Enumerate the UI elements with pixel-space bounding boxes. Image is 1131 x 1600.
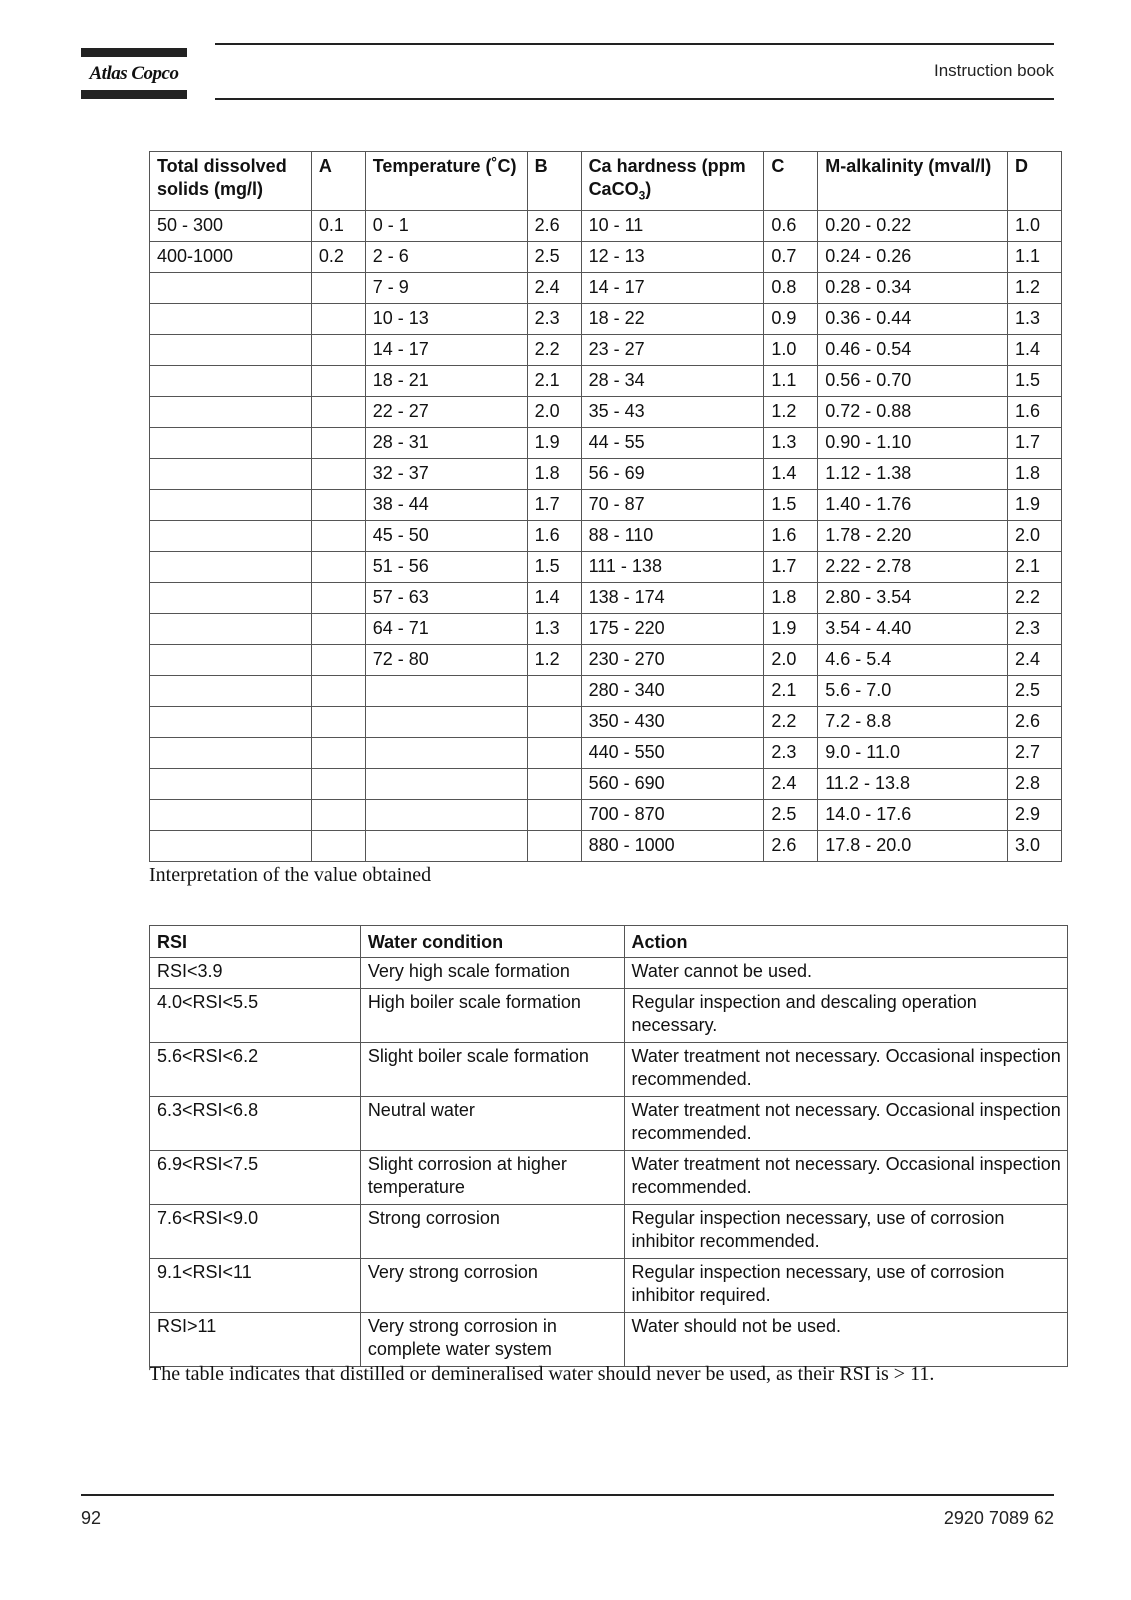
interpretation-heading: Interpretation of the value obtained bbox=[149, 864, 432, 886]
table-cell: 2.9 bbox=[1007, 800, 1061, 831]
header-m-alkalinity: M-alkalinity (mval/l) bbox=[818, 152, 1008, 211]
document-number: 2920 7089 62 bbox=[943, 1508, 1054, 1528]
header-water-condition: Water condition bbox=[360, 926, 624, 958]
table-cell bbox=[150, 521, 312, 552]
table-row bbox=[150, 583, 1062, 614]
table-cell: 560 - 690 bbox=[581, 769, 764, 800]
table-cell: 2.3 bbox=[527, 304, 581, 335]
table-cell: 2.0 bbox=[527, 397, 581, 428]
action-text: Water cannot be used. bbox=[624, 958, 1067, 989]
table-cell: 17.8 - 20.0 bbox=[818, 831, 1008, 862]
water-condition: Slight corrosion at higher temperature bbox=[360, 1151, 624, 1205]
table-cell bbox=[311, 831, 365, 862]
table-cell: 1.6 bbox=[1007, 397, 1061, 428]
table-cell: 35 - 43 bbox=[581, 397, 764, 428]
table-cell: 2.4 bbox=[764, 769, 818, 800]
table-cell: 45 - 50 bbox=[365, 521, 527, 552]
table-cell bbox=[150, 800, 312, 831]
table-row bbox=[150, 769, 1062, 800]
table-cell: 2.4 bbox=[527, 273, 581, 304]
table-cell bbox=[150, 366, 312, 397]
table-cell bbox=[365, 800, 527, 831]
table-cell: 1.8 bbox=[1007, 459, 1061, 490]
table-row bbox=[150, 738, 1062, 769]
table-cell bbox=[150, 552, 312, 583]
rsi-range: 6.3<RSI<6.8 bbox=[150, 1097, 361, 1151]
table-cell: 880 - 1000 bbox=[581, 831, 764, 862]
table-cell: 28 - 34 bbox=[581, 366, 764, 397]
table-cell bbox=[527, 676, 581, 707]
table-cell: 1.8 bbox=[527, 459, 581, 490]
table-cell: 12 - 13 bbox=[581, 242, 764, 273]
table-cell bbox=[311, 273, 365, 304]
table-cell: 1.3 bbox=[527, 614, 581, 645]
water-condition: Very strong corrosion in complete water system bbox=[360, 1313, 624, 1367]
table-cell bbox=[150, 304, 312, 335]
table-row bbox=[150, 645, 1062, 676]
table-cell bbox=[150, 273, 312, 304]
table-row bbox=[150, 335, 1062, 366]
action-text: Regular inspection and descaling operation necessary. bbox=[624, 989, 1067, 1043]
rsi-factor-table-body bbox=[150, 211, 1062, 862]
table-cell bbox=[365, 676, 527, 707]
table-cell: 138 - 174 bbox=[581, 583, 764, 614]
table-cell: 7.2 - 8.8 bbox=[818, 707, 1008, 738]
table-cell: 1.1 bbox=[1007, 242, 1061, 273]
rsi-factor-table bbox=[149, 151, 1062, 862]
table-row bbox=[150, 676, 1062, 707]
action-text: Water treatment not necessary. Occasional inspection recommended. bbox=[624, 1043, 1067, 1097]
table-cell: 1.0 bbox=[1007, 211, 1061, 242]
table-cell: 1.2 bbox=[1007, 273, 1061, 304]
table-cell: 32 - 37 bbox=[365, 459, 527, 490]
table-cell: 0.28 - 0.34 bbox=[818, 273, 1008, 304]
table-cell: 0 - 1 bbox=[365, 211, 527, 242]
table-cell: 1.2 bbox=[764, 397, 818, 428]
table-cell: 2.3 bbox=[764, 738, 818, 769]
table-row bbox=[150, 552, 1062, 583]
table-cell: 2.5 bbox=[1007, 676, 1061, 707]
table-cell: 2.2 bbox=[527, 335, 581, 366]
table-cell: 0.8 bbox=[764, 273, 818, 304]
table-cell: 1.6 bbox=[764, 521, 818, 552]
table-cell bbox=[150, 459, 312, 490]
table-cell bbox=[311, 645, 365, 676]
water-condition: Very strong corrosion bbox=[360, 1259, 624, 1313]
table-cell: 2.4 bbox=[1007, 645, 1061, 676]
header-d: D bbox=[1007, 152, 1061, 211]
table-cell: 1.4 bbox=[527, 583, 581, 614]
table-cell bbox=[527, 831, 581, 862]
table-cell bbox=[150, 490, 312, 521]
table-cell bbox=[365, 707, 527, 738]
table-cell: 2.2 bbox=[1007, 583, 1061, 614]
table-cell: 0.90 - 1.10 bbox=[818, 428, 1008, 459]
table-cell bbox=[150, 614, 312, 645]
table-cell: 38 - 44 bbox=[365, 490, 527, 521]
table-row bbox=[150, 273, 1062, 304]
table-cell: 1.5 bbox=[764, 490, 818, 521]
header-b: B bbox=[527, 152, 581, 211]
table-cell: 2.1 bbox=[527, 366, 581, 397]
table-cell: 1.6 bbox=[527, 521, 581, 552]
footer-rule bbox=[81, 1494, 1054, 1496]
table-cell: 51 - 56 bbox=[365, 552, 527, 583]
atlas-copco-logo bbox=[81, 48, 187, 100]
table-cell: 0.6 bbox=[764, 211, 818, 242]
rsi-interpretation-table-body bbox=[150, 958, 1068, 1367]
table-cell: 440 - 550 bbox=[581, 738, 764, 769]
table-cell: 2.5 bbox=[527, 242, 581, 273]
table-cell: 2.5 bbox=[764, 800, 818, 831]
table-cell bbox=[311, 521, 365, 552]
table-cell: 1.3 bbox=[1007, 304, 1061, 335]
table-cell: 0.20 - 0.22 bbox=[818, 211, 1008, 242]
table-cell bbox=[311, 490, 365, 521]
action-text: Regular inspection necessary, use of corrosion inhibitor required. bbox=[624, 1259, 1067, 1313]
rsi-table-row bbox=[150, 1313, 1068, 1367]
table-cell: 0.1 bbox=[311, 211, 365, 242]
table-cell: 88 - 110 bbox=[581, 521, 764, 552]
water-condition: High boiler scale formation bbox=[360, 989, 624, 1043]
table-cell: 1.7 bbox=[1007, 428, 1061, 459]
table-cell bbox=[527, 738, 581, 769]
table-cell: 0.9 bbox=[764, 304, 818, 335]
table-cell bbox=[311, 304, 365, 335]
table-cell: 9.0 - 11.0 bbox=[818, 738, 1008, 769]
header-action: Action bbox=[624, 926, 1067, 958]
table-cell: 0.7 bbox=[764, 242, 818, 273]
rsi-range: 6.9<RSI<7.5 bbox=[150, 1151, 361, 1205]
water-condition: Slight boiler scale formation bbox=[360, 1043, 624, 1097]
table-cell: 72 - 80 bbox=[365, 645, 527, 676]
table-cell bbox=[150, 428, 312, 459]
rsi-range: 9.1<RSI<11 bbox=[150, 1259, 361, 1313]
action-text: Water treatment not necessary. Occasional inspection recommended. bbox=[624, 1097, 1067, 1151]
table-cell bbox=[311, 769, 365, 800]
table-cell: 56 - 69 bbox=[581, 459, 764, 490]
rsi-table-row bbox=[150, 1151, 1068, 1205]
table-row bbox=[150, 428, 1062, 459]
action-text: Water should not be used. bbox=[624, 1313, 1067, 1367]
table-cell: 4.6 - 5.4 bbox=[818, 645, 1008, 676]
table-cell: 64 - 71 bbox=[365, 614, 527, 645]
table-row bbox=[150, 490, 1062, 521]
table-row bbox=[150, 521, 1062, 552]
logo-bar-top bbox=[81, 48, 187, 57]
table-cell: 1.7 bbox=[764, 552, 818, 583]
table-cell: 1.9 bbox=[527, 428, 581, 459]
table-cell: 50 - 300 bbox=[150, 211, 312, 242]
table-cell: 2.0 bbox=[764, 645, 818, 676]
table-cell: 2.6 bbox=[764, 831, 818, 862]
table-cell: 2.1 bbox=[1007, 552, 1061, 583]
table-cell: 175 - 220 bbox=[581, 614, 764, 645]
table-row bbox=[150, 211, 1062, 242]
table-cell: 280 - 340 bbox=[581, 676, 764, 707]
logo-bar-bottom bbox=[81, 90, 187, 99]
table-cell: 2.3 bbox=[1007, 614, 1061, 645]
header-rsi: RSI bbox=[150, 926, 361, 958]
document-title: Instruction book bbox=[933, 61, 1054, 80]
table-cell: 3.0 bbox=[1007, 831, 1061, 862]
table-cell: 44 - 55 bbox=[581, 428, 764, 459]
table-cell bbox=[311, 800, 365, 831]
table-cell: 400-1000 bbox=[150, 242, 312, 273]
table-cell: 2.7 bbox=[1007, 738, 1061, 769]
table-row bbox=[150, 800, 1062, 831]
table-cell bbox=[311, 335, 365, 366]
table-row bbox=[150, 366, 1062, 397]
table-cell: 7 - 9 bbox=[365, 273, 527, 304]
header-rule-bottom bbox=[215, 98, 1054, 100]
table-cell: 2.80 - 3.54 bbox=[818, 583, 1008, 614]
table-cell: 1.9 bbox=[764, 614, 818, 645]
table-cell: 2.1 bbox=[764, 676, 818, 707]
table-cell bbox=[527, 769, 581, 800]
table-cell: 11.2 - 13.8 bbox=[818, 769, 1008, 800]
table-cell: 2.8 bbox=[1007, 769, 1061, 800]
table-cell bbox=[150, 738, 312, 769]
table-cell: 1.40 - 1.76 bbox=[818, 490, 1008, 521]
rsi-table-row bbox=[150, 989, 1068, 1043]
table-cell: 0.2 bbox=[311, 242, 365, 273]
table-cell: 14 - 17 bbox=[581, 273, 764, 304]
table-cell: 350 - 430 bbox=[581, 707, 764, 738]
rsi-range: 7.6<RSI<9.0 bbox=[150, 1205, 361, 1259]
table-cell: 22 - 27 bbox=[365, 397, 527, 428]
water-condition: Very high scale formation bbox=[360, 958, 624, 989]
action-text: Regular inspection necessary, use of corrosion inhibitor recommended. bbox=[624, 1205, 1067, 1259]
table-cell: 1.5 bbox=[1007, 366, 1061, 397]
rsi-table-row bbox=[150, 1097, 1068, 1151]
table-cell: 3.54 - 4.40 bbox=[818, 614, 1008, 645]
table-row bbox=[150, 831, 1062, 862]
table-cell bbox=[311, 397, 365, 428]
table-cell: 1.5 bbox=[527, 552, 581, 583]
table-cell: 1.9 bbox=[1007, 490, 1061, 521]
table-cell: 14 - 17 bbox=[365, 335, 527, 366]
conclusion-text: The table indicates that distilled or demineralised water should never be used, as their RSI is > 11. bbox=[149, 1363, 935, 1385]
rsi-table-row bbox=[150, 1205, 1068, 1259]
rsi-range: RSI<3.9 bbox=[150, 958, 361, 989]
table-cell: 2.22 - 2.78 bbox=[818, 552, 1008, 583]
table-cell bbox=[311, 707, 365, 738]
table-cell: 10 - 11 bbox=[581, 211, 764, 242]
header-c: C bbox=[764, 152, 818, 211]
table-cell bbox=[150, 397, 312, 428]
table-cell: 14.0 - 17.6 bbox=[818, 800, 1008, 831]
table-cell: 1.8 bbox=[764, 583, 818, 614]
table-header-row bbox=[150, 152, 1062, 211]
action-text: Water treatment not necessary. Occasional inspection recommended. bbox=[624, 1151, 1067, 1205]
rsi-table-row bbox=[150, 1043, 1068, 1097]
table-cell bbox=[527, 707, 581, 738]
table-cell bbox=[150, 676, 312, 707]
water-condition: Strong corrosion bbox=[360, 1205, 624, 1259]
table-cell: 1.4 bbox=[1007, 335, 1061, 366]
table-cell: 5.6 - 7.0 bbox=[818, 676, 1008, 707]
table-cell: 0.72 - 0.88 bbox=[818, 397, 1008, 428]
table-cell: 1.4 bbox=[764, 459, 818, 490]
table-cell bbox=[311, 366, 365, 397]
table-cell bbox=[150, 335, 312, 366]
table-cell bbox=[311, 614, 365, 645]
water-condition: Neutral water bbox=[360, 1097, 624, 1151]
table-cell bbox=[527, 800, 581, 831]
header-total-dissolved-solids bbox=[150, 152, 312, 211]
header-temperature: Temperature (˚C) bbox=[365, 152, 527, 211]
table-row bbox=[150, 614, 1062, 645]
page-number: 92 bbox=[81, 1508, 102, 1528]
table-cell bbox=[150, 707, 312, 738]
rsi-range: RSI>11 bbox=[150, 1313, 361, 1367]
table-row bbox=[150, 242, 1062, 273]
table-cell: 2.2 bbox=[764, 707, 818, 738]
table-cell: 70 - 87 bbox=[581, 490, 764, 521]
table-cell: 2.6 bbox=[527, 211, 581, 242]
header-tds-label: Total dissolved solids (mg/l) bbox=[157, 156, 287, 199]
table-cell bbox=[311, 552, 365, 583]
rsi-range: 4.0<RSI<5.5 bbox=[150, 989, 361, 1043]
table-cell: 1.3 bbox=[764, 428, 818, 459]
table-cell bbox=[311, 738, 365, 769]
table-cell: 2 - 6 bbox=[365, 242, 527, 273]
header-ca-hardness: Ca hardness (ppm CaCO$_3$) bbox=[581, 152, 764, 211]
table-cell: 18 - 22 bbox=[581, 304, 764, 335]
table-row bbox=[150, 304, 1062, 335]
table-cell: 1.2 bbox=[527, 645, 581, 676]
table-cell: 1.0 bbox=[764, 335, 818, 366]
table-cell bbox=[311, 676, 365, 707]
table-cell: 2.6 bbox=[1007, 707, 1061, 738]
table-cell: 1.7 bbox=[527, 490, 581, 521]
table-cell: 1.1 bbox=[764, 366, 818, 397]
table-cell: 0.36 - 0.44 bbox=[818, 304, 1008, 335]
table-cell: 230 - 270 bbox=[581, 645, 764, 676]
table-cell: 28 - 31 bbox=[365, 428, 527, 459]
table-cell bbox=[365, 831, 527, 862]
rsi-table-row bbox=[150, 958, 1068, 989]
rsi-table-row bbox=[150, 1259, 1068, 1313]
logo-wordmark: Atlas Copco bbox=[89, 63, 179, 84]
table-cell bbox=[150, 645, 312, 676]
rsi-interpretation-table bbox=[149, 925, 1068, 1367]
table-cell: 18 - 21 bbox=[365, 366, 527, 397]
header-a: A bbox=[311, 152, 365, 211]
table-cell: 0.56 - 0.70 bbox=[818, 366, 1008, 397]
table-cell bbox=[311, 459, 365, 490]
table-cell: 111 - 138 bbox=[581, 552, 764, 583]
rsi-range: 5.6<RSI<6.2 bbox=[150, 1043, 361, 1097]
table-cell bbox=[365, 738, 527, 769]
rsi-header-row bbox=[150, 926, 1068, 958]
table-cell: 10 - 13 bbox=[365, 304, 527, 335]
table-cell: 700 - 870 bbox=[581, 800, 764, 831]
table-cell: 57 - 63 bbox=[365, 583, 527, 614]
table-cell: 1.12 - 1.38 bbox=[818, 459, 1008, 490]
table-cell bbox=[311, 583, 365, 614]
table-cell bbox=[365, 769, 527, 800]
table-cell bbox=[150, 831, 312, 862]
table-cell bbox=[150, 769, 312, 800]
table-cell: 2.0 bbox=[1007, 521, 1061, 552]
header-rule-top bbox=[215, 43, 1054, 45]
table-cell: 0.46 - 0.54 bbox=[818, 335, 1008, 366]
table-cell: 23 - 27 bbox=[581, 335, 764, 366]
table-row bbox=[150, 459, 1062, 490]
table-cell bbox=[150, 583, 312, 614]
table-row bbox=[150, 707, 1062, 738]
table-cell bbox=[311, 428, 365, 459]
table-cell: 0.24 - 0.26 bbox=[818, 242, 1008, 273]
table-row bbox=[150, 397, 1062, 428]
table-cell: 1.78 - 2.20 bbox=[818, 521, 1008, 552]
